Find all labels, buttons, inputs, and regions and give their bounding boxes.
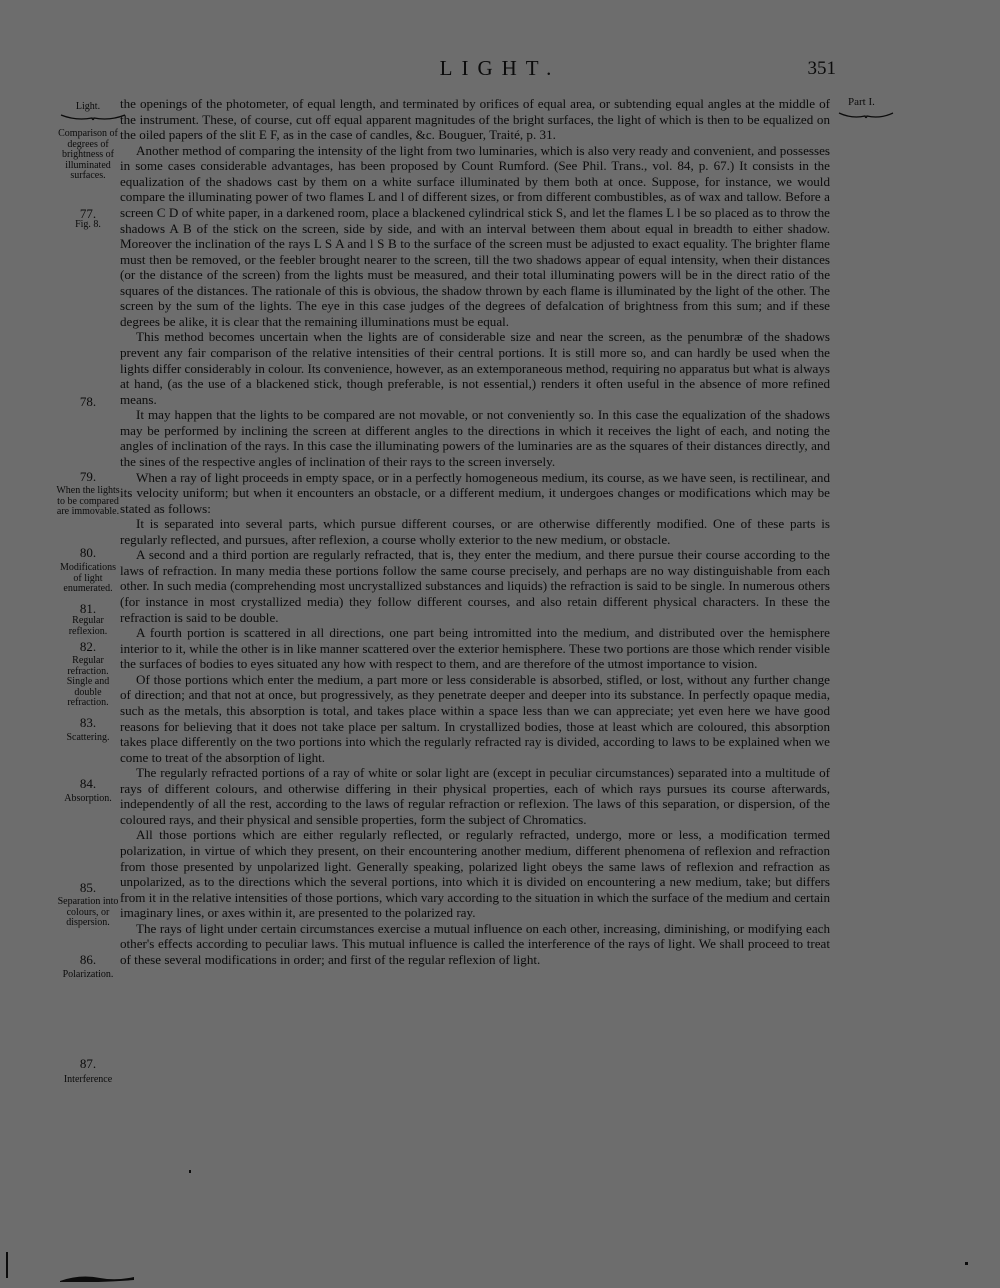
ink-speck <box>6 1252 8 1278</box>
paragraph: All those portions which are either regularly reflected, or regularly refracted, undergo, more or less, a modification termed polarization, in virtue of which they present, on their encountering another medium, different phenomena of reflexion and refraction from those presented by unpolarized light. Generally speaking, polarized light obeys the same laws of reflexion and refraction as unpolarized, as to the directions which the several portions, into which it is divided on encountering a new medium, take; but differs from it in the relative intensities of those portions, which vary according to the situation in which the surface of the medium and certain imaginary lines, or axes within it, are presented to the polarized ray. <box>120 827 830 921</box>
margin-note-modifications: Modifications of light enumerated. <box>59 562 117 595</box>
margin-note-80: 80. <box>79 545 97 560</box>
margin-note-scattering: Scattering. <box>66 732 110 743</box>
paragraph: A second and a third portion are regularly refracted, that is, they enter the medium, and there pursue their course according to the laws of refraction. In many media these portions follow the same course precisely, and perhaps are no way distinguishable from each other. In such media (comprehending most uncrystallized substances and liquids) the refraction is said to be single. In numerous others (for instance in most crystallized media) they follow different courses, and also retain different physical characters. In these the refraction is said to be double. <box>120 547 830 625</box>
margin-note-polarization: Polarization. <box>62 969 114 980</box>
margin-note-84: 84. <box>79 776 97 791</box>
bottom-ink-mark <box>60 1272 134 1282</box>
margin-note-light: Light. <box>75 101 101 112</box>
margin-note-fig8: Fig. 8. <box>75 219 101 230</box>
margin-note-77: 77. <box>79 206 97 221</box>
margin-note-87: 87. <box>79 1056 97 1071</box>
paragraph: Of those portions which enter the medium, a part more or less considerable is absorbed, stifled, or lost, without any further change of direction; and that not at once, but progressively, as they penetrate deeper and deeper into its substance. In perfectly opaque media, such as the metals, this absorption is total, and takes place within a space less than we can appreciate; yet even here we have good reasons for believing that it does not take place per saltum. In crystallized bodies, those at least which are coloured, this absorption takes place differently on the two portions into which the regularly refracted ray is divided, according to laws to be explained when we come to treat of the absorption of light. <box>120 671 830 765</box>
part-side-note: Part I. <box>848 96 875 108</box>
paragraph: When a ray of light proceeds in empty space, or in a perfectly homogeneous medium, its course, as we have seen, is rectilinear, and its velocity uniform; but when it encounters an obstacle, or a different medium, it undergoes changes or modifications which may be stated as follows: <box>120 469 830 516</box>
margin-note-79: 79. <box>79 469 97 484</box>
paragraph: A fourth portion is scattered in all directions, one part being intromitted into the medium, and distributed over the hemisphere interior to it, while the other is in like manner scattered over the exterior hemisphere. These two portions are those which render visible the surfaces of bodies to eyes situated any how with respect to them, and are therefore of the utmost importance to vision. <box>120 625 830 672</box>
margin-note-85: 85. <box>79 880 97 895</box>
ink-speck <box>189 1170 191 1173</box>
margin-note-82: 82. <box>79 639 97 654</box>
margin-note-regular-refraction: Regular refraction. Single and double refraction. <box>66 655 110 709</box>
margin-note-interference: Interference <box>63 1074 113 1085</box>
margin-note-83: 83. <box>79 715 97 730</box>
margin-note-78: 78. <box>79 394 97 409</box>
brace-left-mark <box>60 114 126 122</box>
body-text <box>120 96 830 968</box>
paragraph: It is separated into several parts, which pursue different courses, or are otherwise differently modified. One of these parts is regularly reflected, and pursues, after reflexion, a course wholly exterior to the new medium, or obstacle. <box>120 516 830 547</box>
paragraph: the openings of the photometer, of equal length, and terminated by orifices of equal area, or subtending equal angles at the middle of the instrument. These, of course, cut off equal apparent magnitudes of the bright surfaces, the light of which is then to be equalized on the oiled papers of the slit E F, as in the case of candles, &c. Bouguer, Traité, p. 31. <box>120 96 830 143</box>
margin-note-81: 81. <box>79 601 97 616</box>
brace-right-mark <box>838 112 894 120</box>
margin-note-regular-reflexion: Regular reflexion. <box>68 615 108 637</box>
page-number: 351 <box>807 58 836 79</box>
page-title: LIGHT. <box>439 56 561 80</box>
margin-note-comparison: Comparison of degrees of brightness of illuminated surfaces. <box>58 128 118 182</box>
paragraph: The regularly refracted portions of a ray of white or solar light are (except in peculiar circumstances) separated into a multitude of rays of different colours, and otherwise differing in their physical properties, each of which rays pursues its course afterwards, independently of all the rest, according to the laws of regular refraction or reflexion. The laws of this separation, or dispersion, of the coloured rays, and their physical and sensible properties, form the subject of Chromatics. <box>120 765 830 827</box>
margin-note-86: 86. <box>79 952 97 967</box>
ink-speck <box>965 1262 968 1265</box>
margin-note-immovable: When the lights to be compared are immovable. <box>56 485 120 518</box>
paragraph: It may happen that the lights to be compared are not movable, or not conveniently so. In this case the equalization of the shadows may be performed by inclining the screen at different angles to the directions in which it receives the light of each, and noting the angles of inclination of the rays. In this case the illuminating powers of the luminaries are as the squares of their distances directly, and the sines of the respective angles of inclination of their rays to the screen inversely. <box>120 407 830 469</box>
paragraph: This method becomes uncertain when the lights are of considerable size and near the screen, as the penumbræ of the shadows prevent any fair comparison of the relative intensities of their central portions. It is still more so, and can hardly be used when the lights differ considerably in colour. Its convenience, however, as an extemporaneous method, requiring no apparatus but what is always at hand, (as the use of a blackened stick, though preferable, is not essential,) renders it often useful in the absence of more refined means. <box>120 329 830 407</box>
paragraph: The rays of light under certain circumstances exercise a mutual influence on each other, increasing, diminishing, or modifying each other's effects according to peculiar laws. This mutual influence is called the interference of the rays of light. We shall proceed to treat of these several modifications in order; and first of the regular reflexion of light. <box>120 920 830 967</box>
margin-note-separation: Separation into colours, or dispersion. <box>57 896 119 929</box>
margin-note-absorption: Absorption. <box>64 793 112 804</box>
paragraph: Another method of comparing the intensity of the light from two luminaries, which is also very ready and convenient, and possesses in some cases considerable advantages, has been proposed by Count Rumford. (See Phil. Trans., vol. 84, p. 67.) It consists in the equalization of the shadows cast by them on a white surface illuminated by them both at once. Suppose, for instance, we would compare the illuminating power of two flames L and l of different sizes, or from different combustibles, as of wax and tallow. Before a screen C D of white paper, in a darkened room, place a blackened cylindrical stick S, and let the flames L l be so placed as to throw the shadows A B of the stick on the screen, side by side, and with an interval between them about equal in breadth to either shadow. Moreover the inclination of the rays L S A and l S B to the surface of the screen must be adjusted to exact equality. The brighter flame must then be removed, or the feebler brought nearer to the screen, till the two shadows appear of equal intensity, when their distances (or the distance of the screen) from the lights must be measured, and their total illuminating powers will be in the direct ratio of the squares of the distances. The rationale of this is obvious, the shadow thrown by each flame is illuminated by the light of the other. The screen by the sum of the lights. The eye in this case judges of the degrees of defalcation of brightness from this sum; and if these degrees be alike, it is clear that the remaining illuminations must be equal. <box>120 142 830 329</box>
